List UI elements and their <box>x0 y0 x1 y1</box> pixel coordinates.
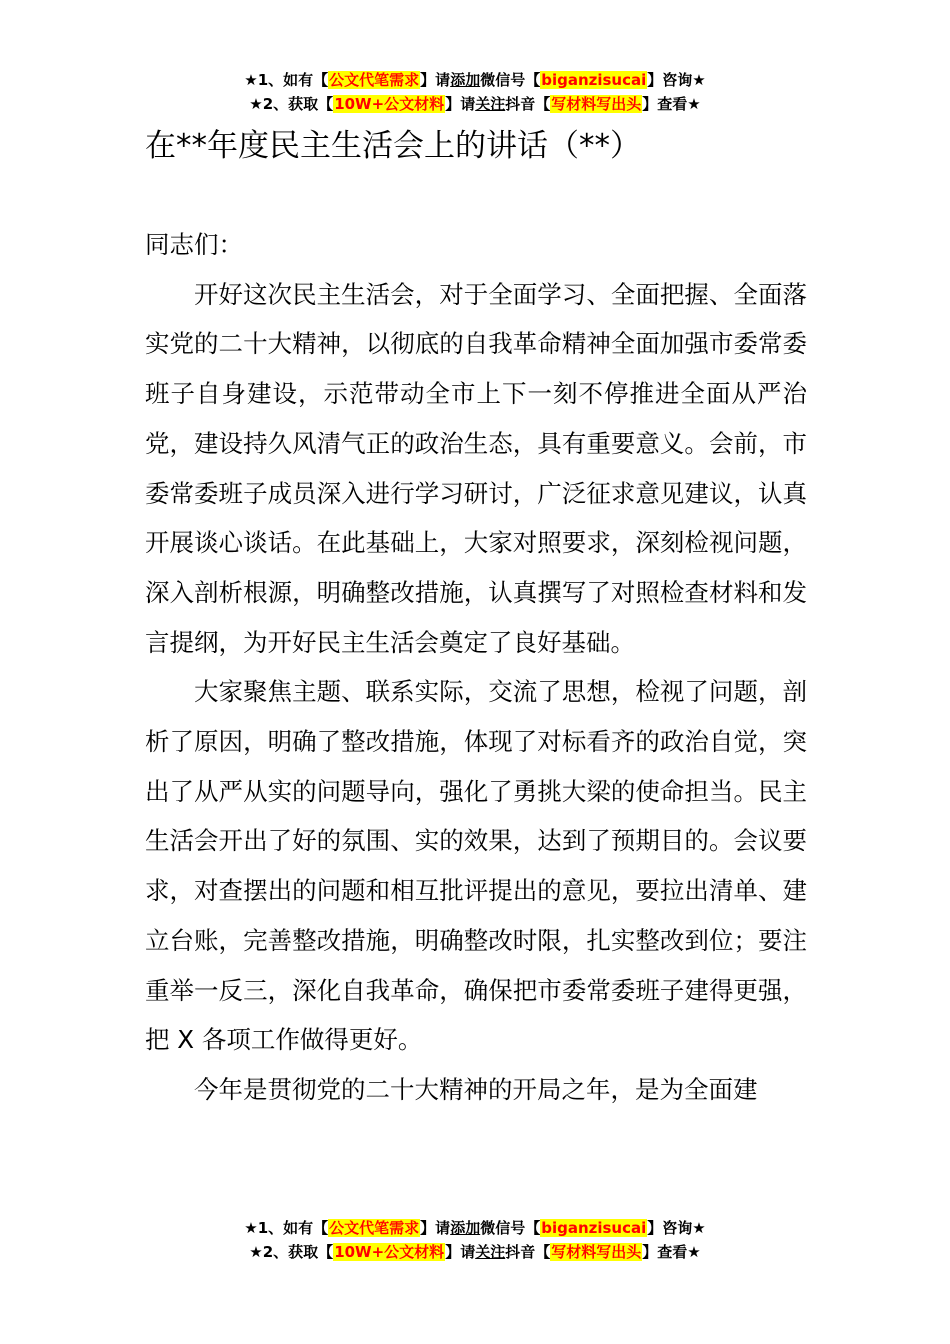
promo-text: 抖音【 <box>505 95 551 113</box>
header-promo-banner <box>0 68 950 116</box>
promo-line-2 <box>0 1240 950 1264</box>
promo-text: 】查看★ <box>642 95 701 113</box>
document-body <box>145 220 807 1115</box>
promo-text: 】请 <box>420 1219 451 1237</box>
promo-text: 】请 <box>420 71 451 89</box>
promo-line-1 <box>0 1216 950 1240</box>
promo-underlined: 关注 <box>475 1243 506 1261</box>
document-title: 在**年度民主生活会上的讲话（**） <box>145 128 641 164</box>
promo-text: ★1、如有【 <box>244 71 329 89</box>
promo-underlined: 添加 <box>450 71 481 89</box>
promo-highlight: biganzisucai <box>541 1219 647 1237</box>
promo-highlight: biganzisucai <box>541 71 647 89</box>
salutation: 同志们： <box>145 230 243 259</box>
paragraph: 开好这次民主生活会，对于全面学习、全面把握、全面落实党的二十大精神，以彻底的自我革命精神全面加强市委常委班子自身建设，示范带动全市上下一刻不停推进全面从严治党，建设持久风清气正的政治生态，具有重要意义。会前，市委常委班子成员深入进行学习研讨，广泛征求意见建议，认真开展谈心谈话。在此基础上，大家对照要求，深刻检视问题，深入剖析根源，明确整改措施，认真撰写了对照检查材料和发言提纲，为开好民主生活会奠定了良好基础。 <box>145 279 807 657</box>
promo-highlight: 10W+公文材料 <box>334 1243 445 1261</box>
promo-text: ★1、如有【 <box>244 1219 329 1237</box>
promo-highlight: 公文代笔需求 <box>329 1219 420 1237</box>
promo-text: 】咨询★ <box>647 1219 706 1237</box>
promo-highlight: 10W+公文材料 <box>334 95 445 113</box>
paragraph: 大家聚焦主题、联系实际，交流了思想，检视了问题，剖析了原因，明确了整改措施，体现了对标看齐的政治自觉，突出了从严从实的问题导向，强化了勇挑大梁的使命担当。民主生活会开出了好的氛围、实的效果，达到了预期目的。会议要求，对查摆出的问题和相互批评提出的意见，要拉出清单、建立台账，完善整改措施，明确整改时限，扎实整改到位；要注重举一反三，深化自我革命，确保把市委常委班子建得更强，把 X 各项工作做得更好。 <box>145 677 807 1055</box>
promo-line-2 <box>0 92 950 116</box>
promo-underlined: 添加 <box>450 1219 481 1237</box>
promo-text: 微信号【 <box>480 71 541 89</box>
promo-line-1 <box>0 68 950 92</box>
paragraph: 今年是贯彻党的二十大精神的开局之年，是为全面建 <box>194 1074 758 1104</box>
promo-text: 】请 <box>445 1243 476 1261</box>
promo-text: ★2、获取【 <box>249 1243 334 1261</box>
promo-text: 抖音【 <box>505 1243 551 1261</box>
promo-text: 】请 <box>445 95 476 113</box>
promo-highlight: 公文代笔需求 <box>329 71 420 89</box>
promo-highlight: 写材料写出头 <box>551 1243 642 1261</box>
promo-text: ★2、获取【 <box>249 95 334 113</box>
promo-text: 微信号【 <box>480 1219 541 1237</box>
promo-underlined: 关注 <box>475 95 506 113</box>
promo-text: 】查看★ <box>642 1243 701 1261</box>
promo-text: 】咨询★ <box>647 71 706 89</box>
promo-highlight: 写材料写出头 <box>551 95 642 113</box>
footer-promo-banner <box>0 1216 950 1264</box>
